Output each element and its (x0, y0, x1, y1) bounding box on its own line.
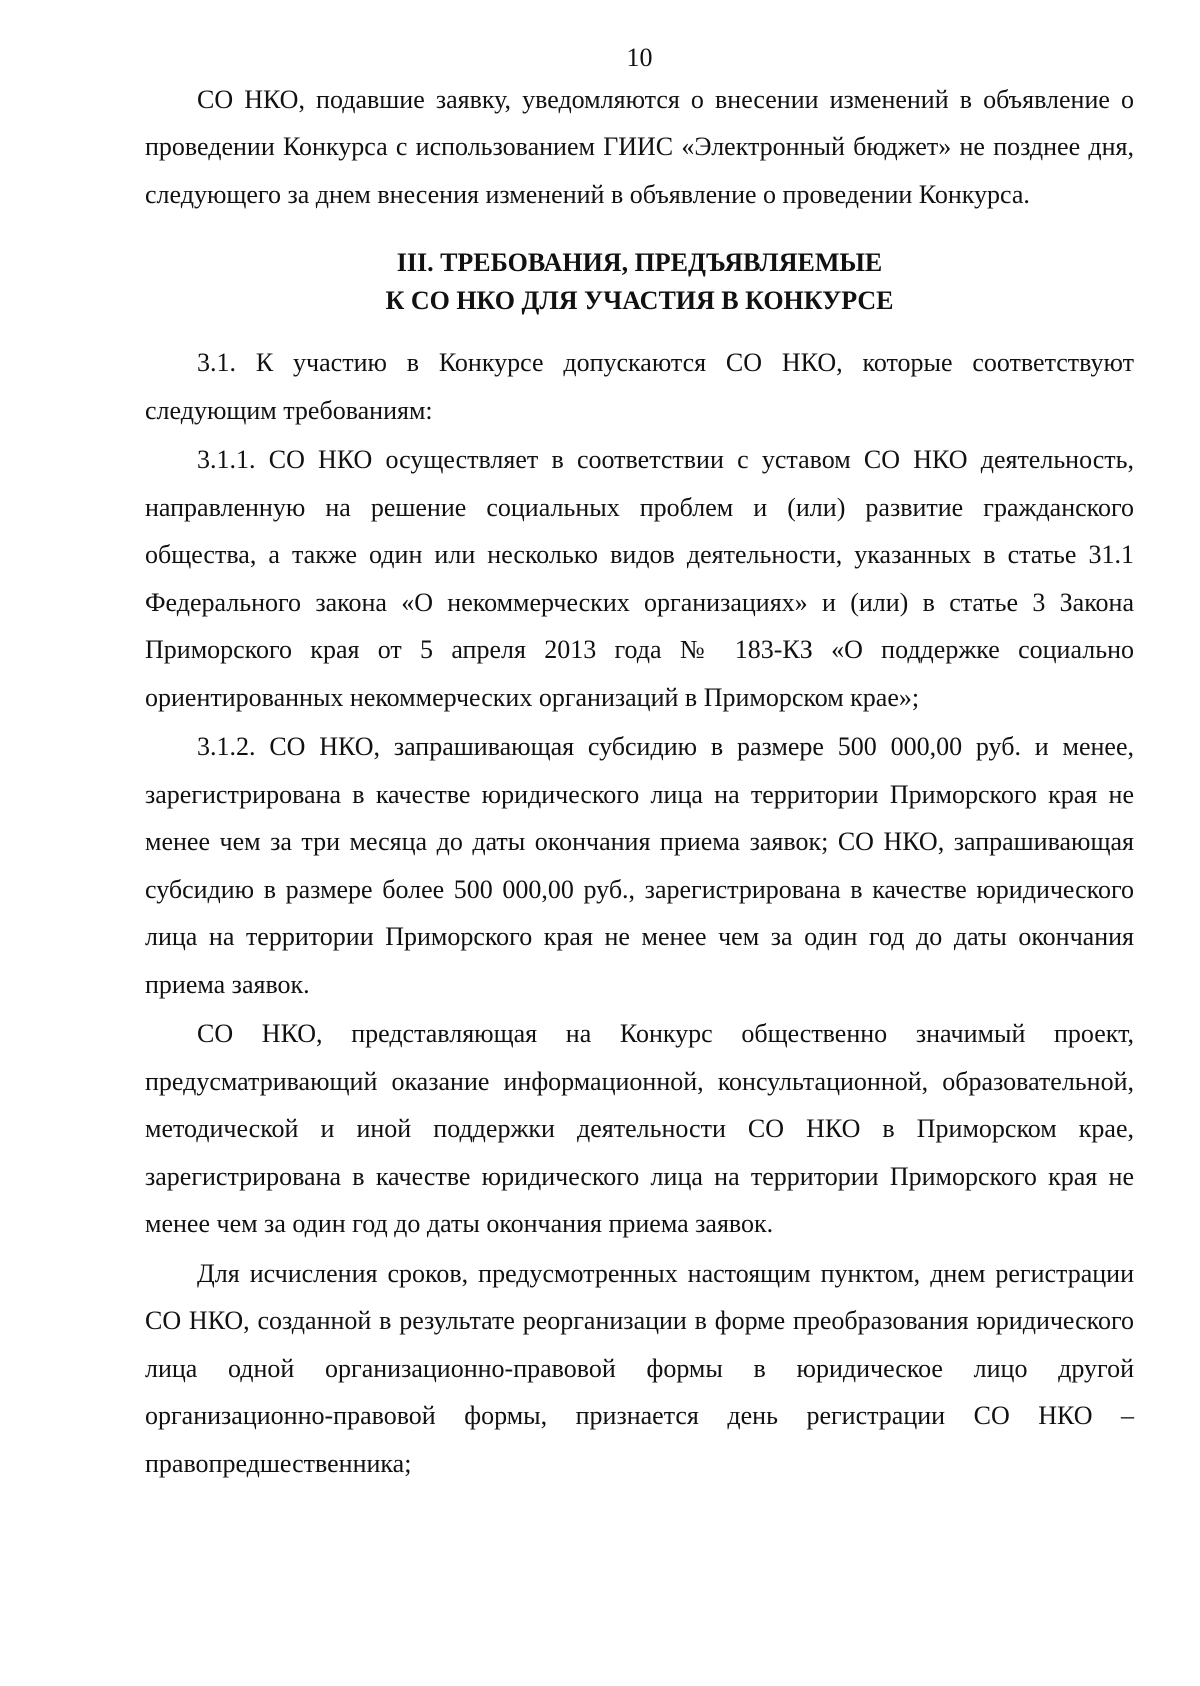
paragraph-3-1: 3.1. К участию в Конкурсе допускаются СО НКО, которые соответствуют следующим требованиям: (145, 348, 1134, 425)
paragraph-reorganization: Для исчисления сроков, предусмотренных настоящим пунктом, днем регистрации СО НКО, созданной в результате реорганизации в форме преобразования юридического лица одной организационно-правовой формы в юридическое лицо другой организационно-правовой формы, признается день регистрации СО НКО – правопредшественника; (145, 1258, 1134, 1478)
page-number: 10 (626, 43, 653, 72)
paragraph-notification: СО НКО, подавшие заявку, уведомляются о внесении изменений в объявление о проведении Конкурса с использованием ГИИС «Электронный бюджет» не позднее дня, следующего за днем внесения изменений в объявление о проведении Конкурса. (145, 84, 1134, 209)
section-heading-line-2: К СО НКО ДЛЯ УЧАСТИЯ В КОНКУРСЕ (385, 286, 894, 315)
paragraph-support-projects: СО НКО, представляющая на Конкурс общественно значимый проект, предусматривающий оказание информационной, консультационной, образовательной, методической и иной поддержки деятельности СО НКО в Приморском крае, зарегистрирована в качестве юридического лица на территории Приморского края не менее чем за один год до даты окончания приема заявок. (145, 1019, 1134, 1238)
section-heading-line-1: III. ТРЕБОВАНИЯ, ПРЕДЪЯВЛЯЕМЫЕ (396, 248, 883, 277)
section-heading (145, 244, 1134, 320)
paragraph-3-1-2: 3.1.2. СО НКО, запрашивающая субсидию в размере 500 000,00 руб. и менее, зарегистрирована в качестве юридического лица на территории Приморского края не менее чем за три месяца до даты окончания приема заявок; СО НКО, запрашивающая субсидию в размере более 500 000,00 руб., зарегистрирована в качестве юридического лица на территории Приморского края не менее чем за один год до даты окончания приема заявок. (145, 732, 1134, 999)
paragraph-3-1-1: 3.1.1. СО НКО осуществляет в соответствии с уставом СО НКО деятельность, направленную на решение социальных проблем и (или) развитие гражданского общества, а также один или несколько видов деятельности, указанных в статье 31.1 Федерального закона «О некоммерческих организациях» и (или) в статье 3 Закона Приморского края от 5 апреля 2013 года № 183-КЗ «О поддержке социально ориентированных некоммерческих организаций в Приморском крае»; (145, 445, 1134, 712)
